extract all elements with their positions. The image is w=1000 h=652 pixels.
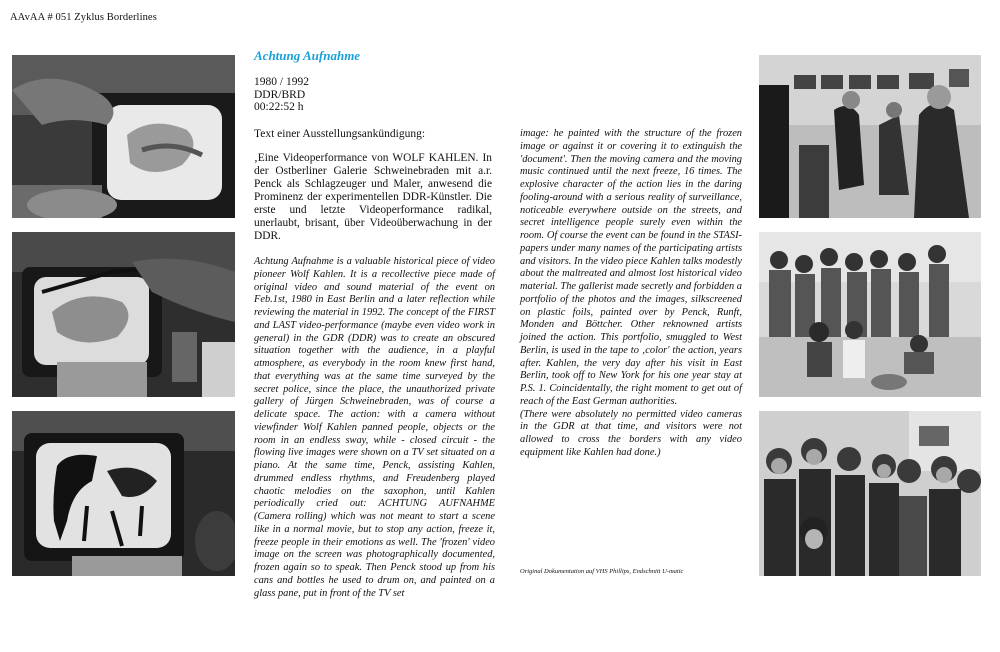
english-description-part-1: Achtung Aufnahme is a valuable historical piece of video pioneer Wolf Kahlen. It is a recollective piece made of original video and sound material of the event on Feb.1st, 1980 in East Berlin and a later reflection while reviewing the material in 1992. The concept of the FIRST and LAST video-performance (maybe even video work in general) in the GDR (DDR) was to create an obscured situation together with the audience, in a playful atmosphere, as everybody in the room knew first hand, that everything was at the same time surveyed by the secret police, since the place, the unauthorized private gallery of Jürgen Schweinebraden, was of course a delicate space. The action: with a camera without viewfinder Wolf Kahlen panned people, objects or the room in an endless sway, while - closed circuit - the flowing live images were shown on a TV set situated on a piano. At the same time, Penck, assisting Kahlen, drummed endless rhythms, and Freudenberg played chaotic melodies on the saxophon, until Kahlen periodically cried out: ACHTUNG AUFNAHME (Camera rolling) which was not meant to start a scene like in a normal movie, but to stop any action, freeze it, freeze people in their emotions as well. The 'frozen' video image on the screen was photographically documented, frozen again so to speak. Then Penck stood up from his cans and bottles he used to drum on, and painted on a glass pane, put in front of the TV set (254, 256, 495, 599)
work-years: 1980 / 1992 (254, 76, 309, 88)
tv-hands-photo (12, 55, 235, 218)
work-country: DDR/BRD (254, 88, 306, 101)
german-announcement-text: ‚Eine Videoperformance von WOLF KAHLEN. In der Ostberliner Galerie Schweinebraden mit a.r. Penck als Schlagzeuger und Maler, anwesend die Prominenz der experimentellen DDR-Künstler. Die erste und letzte Videoperformance radikal, unerlaubt, brisant, über Videoüberwachung in der DDR. (254, 152, 492, 242)
audience-closeup-photo (759, 411, 981, 576)
work-title: Achtung Aufnahme (254, 48, 361, 63)
work-duration: 00:22:52 h (254, 101, 304, 113)
audience-floor-photo (759, 232, 981, 397)
intro-label: Text einer Ausstellungsankündigung: (254, 128, 426, 140)
documentation-caption: Original Dokumentation auf VHS Phillips, Endschnitt U-matic (520, 568, 684, 575)
work-metadata (254, 76, 309, 114)
english-description-part-2: image: he painted with the structure of the frozen image or against it or covering it to extinguish the 'document'. Then the moving camera and the moving music continued until the next freeze, 16 times. The explosive character of the action lies in the daring fooling-around with a serious reality of surveillance, noticeable everywhere outside on the streets, and secret intelligence people surely even within the room. Of course the event can be found in the STASI-papers under many names of the participating artists and visitors. In the video piece Kahlen talks modestly about the maltreated and almost lost historical video material. The gallerist made secretly and forbidden a portfolio of the photos and the images, silkscreened on plastic foils, painted over by Penck, Runft, Monden and Böttcher. Other reknowned artists joined the action. This portfolio, smuggled to West Berlin, is used in the tape to ‚color' the action, years after. Kahlen, the very day after his visit in East Berlin, took off to New York for his one year stay at P.S. 1. Coincidentally, the right moment to get out of reach of the East German authorities. (520, 128, 742, 407)
english-description-column-2 (520, 128, 742, 460)
tv-paint-drip-photo (12, 411, 235, 576)
page-header: AAvAA # 051 Zyklus Borderlines (10, 12, 157, 23)
english-description-note: (There were absolutely no permitted video cameras in the GDR at that time, and visitors were not allowed to cross the borders with any video equipment like Kahlen had done.) (520, 408, 742, 458)
gallery-crowd-photo (759, 55, 981, 218)
tv-painting-photo (12, 232, 235, 397)
